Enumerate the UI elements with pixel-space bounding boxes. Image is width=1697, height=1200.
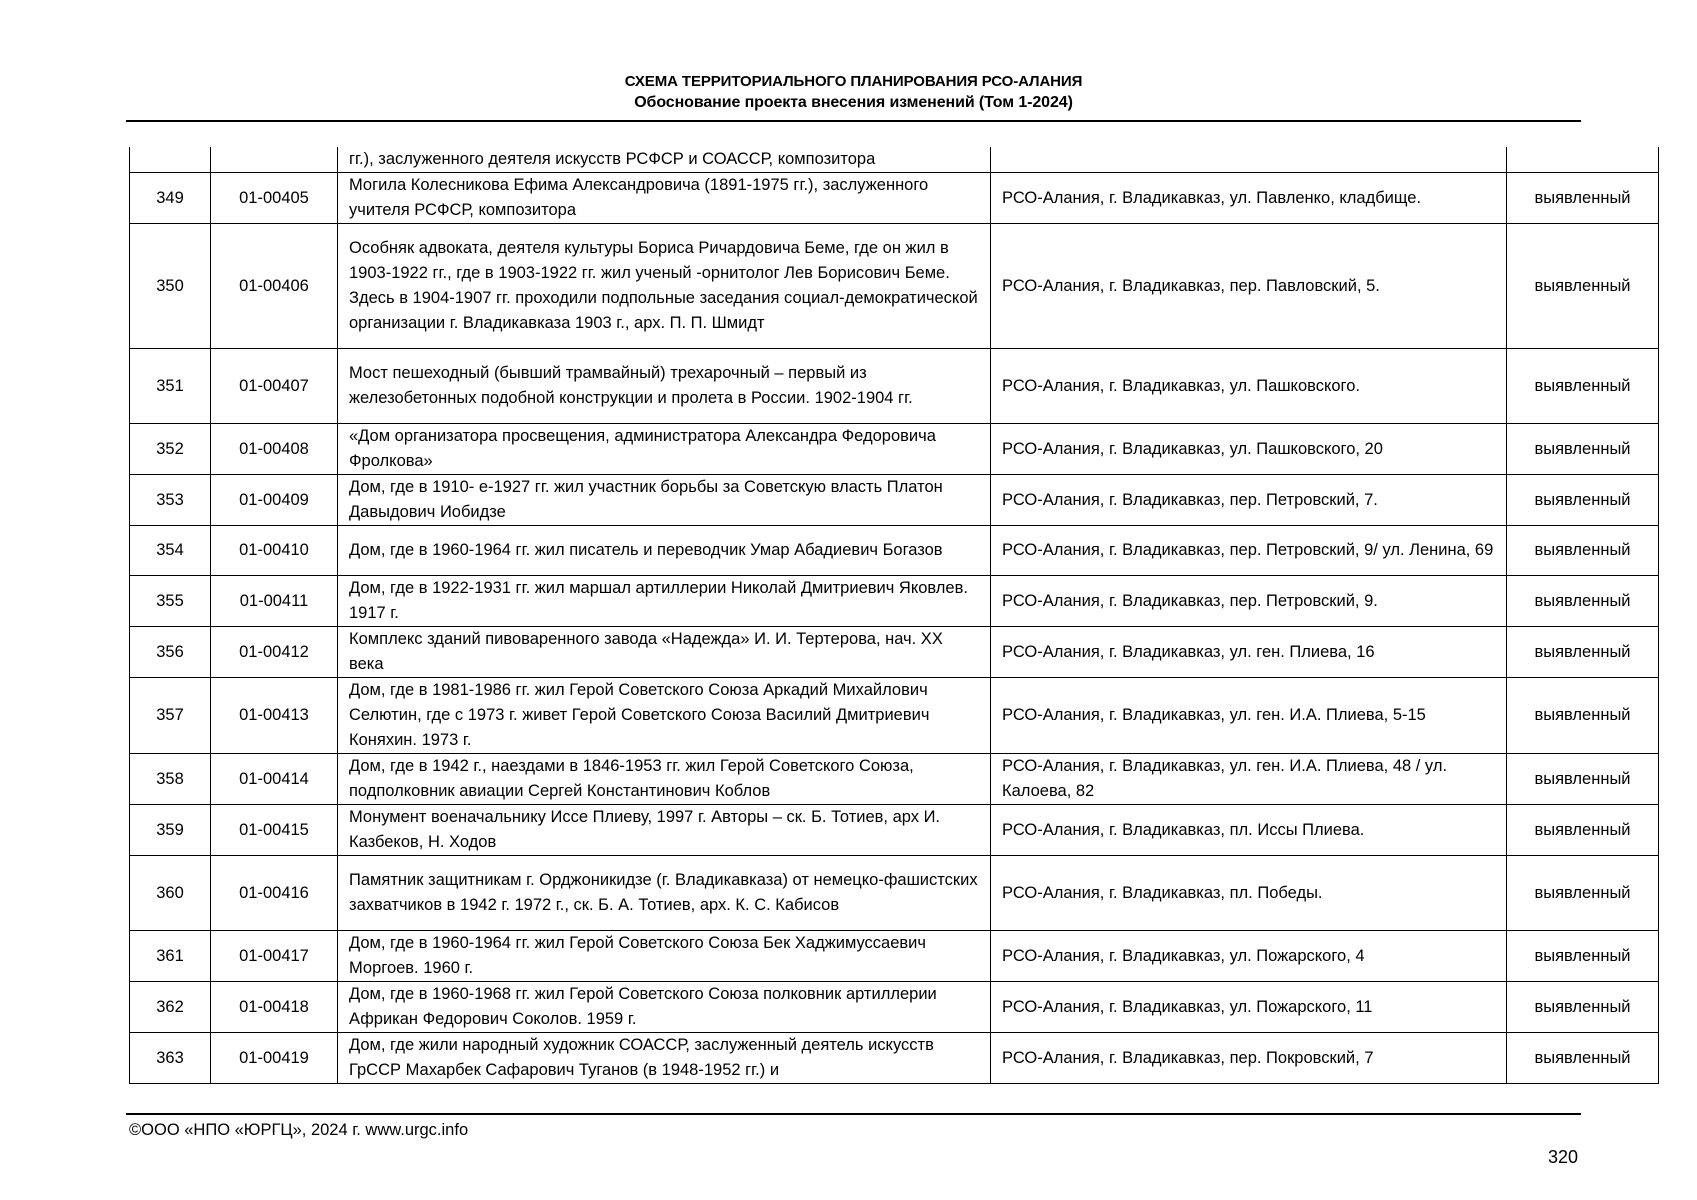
- cell-address: РСО-Алания, г. Владикавказ, ул. ген. И.А. Плиева, 5-15: [991, 678, 1507, 754]
- cell-address: РСО-Алания, г. Владикавказ, ул. ген. Плиева, 16: [991, 627, 1507, 678]
- cell-address: РСО-Алания, г. Владикавказ, ул. Пашковского, 20: [991, 424, 1507, 475]
- cell-object-name: Дом, где в 1922-1931 гг. жил маршал артиллерии Николай Дмитриевич Яковлев. 1917 г.: [338, 576, 991, 627]
- cell-status: выявленный: [1507, 173, 1659, 224]
- cell-object-name: «Дом организатора просвещения, администратора Александра Федоровича Фролкова»: [338, 424, 991, 475]
- cell-address: РСО-Алания, г. Владикавказ, пер. Петровский, 9.: [991, 576, 1507, 627]
- cell-object-name: Могила Колесникова Ефима Александровича (1891-1975 гг.), заслуженного учителя РСФСР, композитора: [338, 173, 991, 224]
- cell-number: 354: [130, 526, 211, 576]
- monuments-table-wrapper: [129, 147, 1659, 1084]
- cell-object-name: Особняк адвоката, деятеля культуры Бориса Ричардовича Беме, где он жил в 1903-1922 гг., где в 1903-1922 гг. жил ученый -орнитолог Лев Борисович Беме. Здесь в 1904-1907 гг. проходили подпольные заседания социал-демократической организации г. Владикавказа 1903 г., арх. П. П. Шмидт: [338, 224, 991, 349]
- cell-registry-code: 01-00410: [211, 526, 338, 576]
- table-row: [130, 982, 1659, 1033]
- cell-address: РСО-Алания, г. Владикавказ, ул. Пашковского.: [991, 349, 1507, 424]
- cell-number: 359: [130, 805, 211, 856]
- monuments-table: [129, 147, 1659, 1084]
- page-number: 320: [1547, 1147, 1578, 1167]
- cell-number: 363: [130, 1033, 211, 1084]
- cell-registry-code: 01-00407: [211, 349, 338, 424]
- cell-registry-code: 01-00409: [211, 475, 338, 526]
- cell-address: РСО-Алания, г. Владикавказ, пер. Петровский, 9/ ул. Ленина, 69: [991, 526, 1507, 576]
- cell-registry-code: 01-00406: [211, 224, 338, 349]
- document-header: [126, 72, 1581, 114]
- table-row: [130, 475, 1659, 526]
- table-row: [130, 349, 1659, 424]
- cell-status: выявленный: [1507, 1033, 1659, 1084]
- cell-status: выявленный: [1507, 856, 1659, 931]
- cell-number: 358: [130, 754, 211, 805]
- cell-registry-code: 01-00411: [211, 576, 338, 627]
- table-row: [130, 173, 1659, 224]
- cell-number: 356: [130, 627, 211, 678]
- cell-status: выявленный: [1507, 805, 1659, 856]
- cell-object-name: Дом, где в 1960-1968 гг. жил Герой Советского Союза полковник артиллерии Африкан Федорович Соколов. 1959 г.: [338, 982, 991, 1033]
- cell-number: 349: [130, 173, 211, 224]
- document-subtitle: Обоснование проекта внесения изменений (Том 1-2024): [634, 94, 1073, 111]
- cell-status: выявленный: [1507, 982, 1659, 1033]
- cell-registry-code: 01-00408: [211, 424, 338, 475]
- table-row: [130, 1033, 1659, 1084]
- cell-address: [991, 147, 1507, 173]
- cell-object-name: Дом, где в 1910- е-1927 гг. жил участник борьбы за Советскую власть Платон Давыдович Иобидзе: [338, 475, 991, 526]
- cell-address: РСО-Алания, г. Владикавказ, ул. ген. И.А. Плиева, 48 / ул. Калоева, 82: [991, 754, 1507, 805]
- footer-rule: [126, 1113, 1581, 1115]
- cell-registry-code: 01-00418: [211, 982, 338, 1033]
- table-row: [130, 424, 1659, 475]
- cell-number: 361: [130, 931, 211, 982]
- cell-status: выявленный: [1507, 224, 1659, 349]
- header-rule: [126, 120, 1581, 122]
- cell-object-name: Мост пешеходный (бывший трамвайный) трехарочный – первый из железобетонных подобной конструкции и пролета в России. 1902-1904 гг.: [338, 349, 991, 424]
- cell-registry-code: 01-00419: [211, 1033, 338, 1084]
- cell-address: РСО-Алания, г. Владикавказ, пл. Победы.: [991, 856, 1507, 931]
- cell-number: 351: [130, 349, 211, 424]
- cell-registry-code: 01-00414: [211, 754, 338, 805]
- cell-address: РСО-Алания, г. Владикавказ, пл. Иссы Плиева.: [991, 805, 1507, 856]
- document-title: СХЕМА ТЕРРИТОРИАЛЬНОГО ПЛАНИРОВАНИЯ РСО-АЛАНИЯ: [624, 73, 1083, 90]
- cell-address: РСО-Алания, г. Владикавказ, пер. Павловский, 5.: [991, 224, 1507, 349]
- cell-status: [1507, 147, 1659, 173]
- table-row: [130, 576, 1659, 627]
- footer-copyright: ©ООО «НПО «ЮРГЦ», 2024 г. www.urgc.info: [129, 1121, 469, 1139]
- cell-status: выявленный: [1507, 424, 1659, 475]
- cell-object-name: Дом, где в 1960-1964 гг. жил Герой Советского Союза Бек Хаджимуссаевич Моргоев. 1960 г.: [338, 931, 991, 982]
- cell-registry-code: 01-00413: [211, 678, 338, 754]
- cell-object-name: Дом, где в 1981-1986 гг. жил Герой Советского Союза Аркадий Михайлович Селютин, где с 1973 г. живет Герой Советского Союза Василий Дмитриевич Коняхин. 1973 г.: [338, 678, 991, 754]
- cell-object-name: Монумент военачальнику Иссе Плиеву, 1997 г. Авторы – ск. Б. Тотиев, арх И. Казбеков, Н. Ходов: [338, 805, 991, 856]
- cell-object-name: Комплекс зданий пивоваренного завода «Надежда» И. И. Тертерова, нач. XX века: [338, 627, 991, 678]
- cell-number: 355: [130, 576, 211, 627]
- table-row: [130, 931, 1659, 982]
- cell-status: выявленный: [1507, 526, 1659, 576]
- cell-address: РСО-Алания, г. Владикавказ, пер. Петровский, 7.: [991, 475, 1507, 526]
- cell-registry-code: [211, 147, 338, 173]
- cell-status: выявленный: [1507, 931, 1659, 982]
- cell-number: 352: [130, 424, 211, 475]
- cell-status: выявленный: [1507, 349, 1659, 424]
- cell-object-name: Дом, где в 1960-1964 гг. жил писатель и переводчик Умар Абадиевич Богазов: [338, 526, 991, 576]
- table-row: [130, 754, 1659, 805]
- table-row: [130, 678, 1659, 754]
- cell-object-name: гг.), заслуженного деятеля искусств РСФСР и СОАССР, композитора: [338, 147, 991, 173]
- cell-status: выявленный: [1507, 576, 1659, 627]
- table-row: [130, 627, 1659, 678]
- cell-object-name: Дом, где жили народный художник СОАССР, заслуженный деятель искусств ГрССР Махарбек Сафарович Туганов (в 1948-1952 гг.) и: [338, 1033, 991, 1084]
- cell-number: 362: [130, 982, 211, 1033]
- table-row: [130, 856, 1659, 931]
- cell-registry-code: 01-00415: [211, 805, 338, 856]
- cell-status: выявленный: [1507, 678, 1659, 754]
- cell-number: 360: [130, 856, 211, 931]
- table-row: [130, 805, 1659, 856]
- table-row-continuation: [130, 147, 1659, 173]
- cell-registry-code: 01-00405: [211, 173, 338, 224]
- cell-object-name: Памятник защитникам г. Орджоникидзе (г. Владикавказа) от немецко-фашистских захватчиков в 1942 г. 1972 г., ск. Б. А. Тотиев, арх. К. С. Кабисов: [338, 856, 991, 931]
- cell-status: выявленный: [1507, 627, 1659, 678]
- monuments-table-body: [130, 147, 1659, 1084]
- cell-address: РСО-Алания, г. Владикавказ, ул. Павленко, кладбище.: [991, 173, 1507, 224]
- cell-address: РСО-Алания, г. Владикавказ, ул. Пожарского, 4: [991, 931, 1507, 982]
- cell-number: 350: [130, 224, 211, 349]
- cell-registry-code: 01-00417: [211, 931, 338, 982]
- cell-object-name: Дом, где в 1942 г., наездами в 1846-1953 гг. жил Герой Советского Союза, подполковник авиации Сергей Константинович Коблов: [338, 754, 991, 805]
- cell-registry-code: 01-00412: [211, 627, 338, 678]
- cell-address: РСО-Алания, г. Владикавказ, пер. Покровский, 7: [991, 1033, 1507, 1084]
- cell-status: выявленный: [1507, 475, 1659, 526]
- cell-status: выявленный: [1507, 754, 1659, 805]
- table-row: [130, 224, 1659, 349]
- cell-address: РСО-Алания, г. Владикавказ, ул. Пожарского, 11: [991, 982, 1507, 1033]
- cell-number: 357: [130, 678, 211, 754]
- cell-number: [130, 147, 211, 173]
- table-row: [130, 526, 1659, 576]
- cell-number: 353: [130, 475, 211, 526]
- cell-registry-code: 01-00416: [211, 856, 338, 931]
